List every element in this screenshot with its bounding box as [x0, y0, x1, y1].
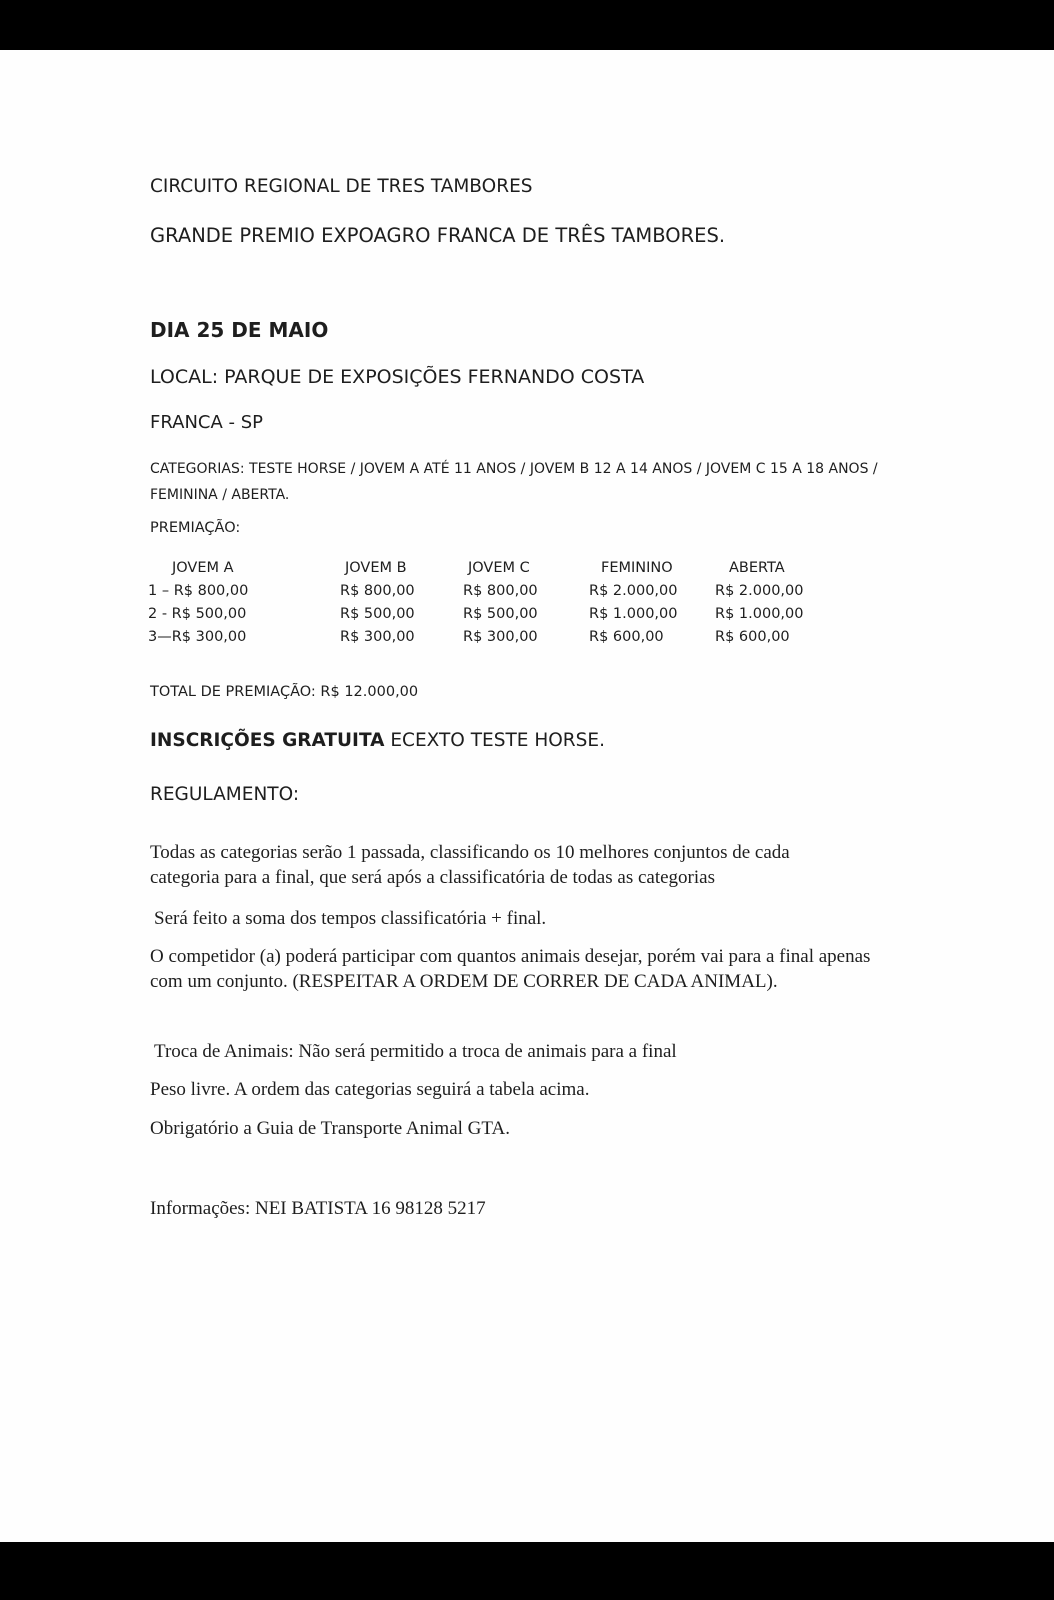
prize-row: R$ 2.000,00	[715, 583, 804, 599]
prize-column-header: JOVEM B	[345, 560, 407, 576]
prize-column-header: FEMININO	[601, 560, 673, 576]
prize-column-aberta	[715, 557, 825, 649]
prize-row: R$ 300,00	[340, 629, 415, 645]
rules-title: REGULAMENTO:	[150, 784, 300, 805]
circuit-title: CIRCUITO REGIONAL DE TRES TAMBORES	[150, 176, 533, 197]
registration-note	[150, 730, 605, 751]
event-city: FRANCA - SP	[150, 412, 264, 433]
registration-highlight: INSCRIÇÕES GRATUITA	[150, 730, 385, 751]
prize-column-header: JOVEM A	[172, 560, 234, 576]
prize-row: R$ 500,00	[340, 606, 415, 622]
prize-row: R$ 600,00	[715, 629, 790, 645]
prize-row: R$ 2.000,00	[589, 583, 678, 599]
prizes-label: PREMIAÇÃO:	[150, 520, 241, 536]
prize-column-jovem-b	[340, 557, 450, 649]
prize-column-header: ABERTA	[729, 560, 785, 576]
rule-item: Será feito a soma dos tempos classificatória + final.	[154, 908, 547, 929]
prize-row: 2 - R$ 500,00	[148, 606, 247, 622]
prize-column-header: JOVEM C	[468, 560, 530, 576]
rule-item: Todas as categorias serão 1 passada, classificando os 10 melhores conjuntos de cada categoria para a final, que será após a classificatória de todas as categorias	[150, 842, 790, 888]
prize-column-jovem-c	[463, 557, 573, 649]
prize-row: R$ 300,00	[463, 629, 538, 645]
contact-info: Informações: NEI BATISTA 16 98128 5217	[150, 1198, 486, 1219]
prize-row: 3—R$ 300,00	[148, 629, 247, 645]
flyer-page	[0, 50, 1054, 1542]
prize-column-feminino	[589, 557, 699, 649]
prize-row: R$ 800,00	[463, 583, 538, 599]
rule-item: Troca de Animais: Não será permitido a troca de animais para a final	[154, 1041, 677, 1062]
prize-column-jovem-a	[148, 557, 298, 649]
prize-row: R$ 1.000,00	[589, 606, 678, 622]
prizes-total: TOTAL DE PREMIAÇÃO: R$ 12.000,00	[150, 684, 419, 700]
registration-rest: ECEXTO TESTE HORSE.	[384, 730, 605, 751]
prize-row: R$ 1.000,00	[715, 606, 804, 622]
rule-item: Obrigatório a Guia de Transporte Animal GTA.	[150, 1118, 510, 1139]
event-categories: CATEGORIAS: TESTE HORSE / JOVEM A ATÉ 11 ANOS / JOVEM B 12 A 14 ANOS / JOVEM C 15 A 18 ANOS / FEMININA / ABERTA.	[150, 461, 878, 503]
event-location: LOCAL: PARQUE DE EXPOSIÇÕES FERNANDO COSTA	[150, 366, 645, 388]
prize-row: R$ 600,00	[589, 629, 664, 645]
rule-item: O competidor (a) poderá participar com quantos animais desejar, porém vai para a final apenas com um conjunto. (RESPEITAR A ORDEM DE CORRER DE CADA ANIMAL).	[150, 946, 871, 992]
prize-row: 1 – R$ 800,00	[148, 583, 249, 599]
event-date: DIA 25 DE MAIO	[150, 318, 329, 342]
prize-row: R$ 800,00	[340, 583, 415, 599]
prize-row: R$ 500,00	[463, 606, 538, 622]
event-title: GRANDE PREMIO EXPOAGRO FRANCA DE TRÊS TAMBORES.	[150, 224, 726, 247]
rule-item: Peso livre. A ordem das categorias seguirá a tabela acima.	[150, 1079, 590, 1100]
